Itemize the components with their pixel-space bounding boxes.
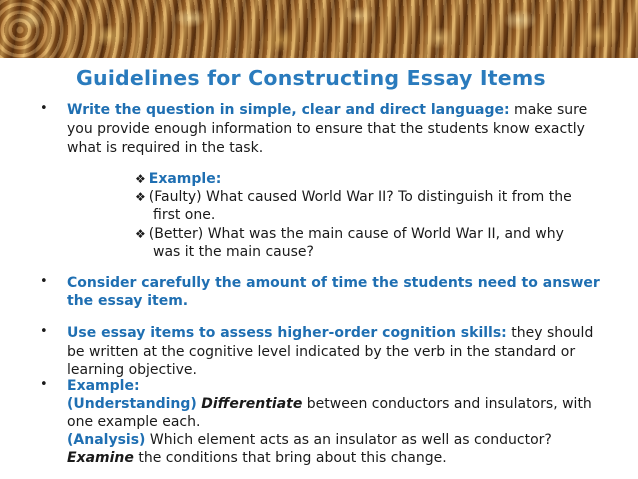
sub-item-faulty-cont: first one.: [153, 207, 216, 223]
bullet-2-line-2: the essay item.: [67, 293, 189, 309]
verb-differentiate: Differentiate: [201, 396, 303, 412]
bullet-3-line-2: be written at the cognitive level indicated by the verb in the standard or: [67, 344, 576, 360]
diamond-bullet-icon: ❖: [135, 172, 146, 186]
bullet-3-line-1: Use essay items to assess higher-order cognition skills: they should: [67, 325, 594, 341]
bullet-4-heading: Example:: [67, 378, 140, 394]
sub-item-faulty: ❖ (Faulty) What caused World War II? To distinguish it from the: [135, 189, 572, 205]
bullet-marker: •: [40, 274, 48, 289]
bullet-2-line-1: Consider carefully the amount of time the students need to answer: [67, 275, 600, 291]
bullet-marker: •: [40, 377, 48, 392]
bullet-1-line-3: what is required in the task.: [67, 140, 264, 156]
bullet-4-understanding: (Understanding) Differentiate between conductors and insulators, with: [67, 396, 592, 412]
sub-item-better: ❖ (Better) What was the main cause of World War II, and why: [135, 226, 564, 242]
bullet-3-line-3: learning objective.: [67, 362, 197, 378]
bullet-1-line-1: [67, 101, 587, 119]
bullet-1-heading: Write the question in simple, clear and direct language:: [67, 102, 510, 118]
bullet-1-text: make sure: [509, 102, 588, 118]
slide-title: Guidelines for Constructing Essay Items: [76, 66, 546, 90]
bullet-1-line-2: you provide enough information to ensure that the students know exactly: [67, 121, 585, 137]
sub-item-example: ❖ Example:: [135, 171, 222, 187]
sub-item-better-cont: was it the main cause?: [153, 244, 314, 260]
header-banner-image: [0, 0, 638, 58]
bullet-marker: •: [40, 324, 48, 339]
bullet-marker: •: [40, 101, 48, 116]
bullet-4-understanding-cont: one example each.: [67, 414, 201, 430]
bullet-4-examine: Examine the conditions that bring about this change.: [67, 450, 447, 466]
verb-examine: Examine: [67, 450, 134, 466]
bullet-3-heading: Use essay items to assess higher-order cognition skills:: [67, 325, 507, 341]
diamond-bullet-icon: ❖: [135, 227, 146, 241]
diamond-bullet-icon: ❖: [135, 190, 146, 204]
bullet-4-analysis: (Analysis) Which element acts as an insulator as well as conductor?: [67, 432, 552, 448]
